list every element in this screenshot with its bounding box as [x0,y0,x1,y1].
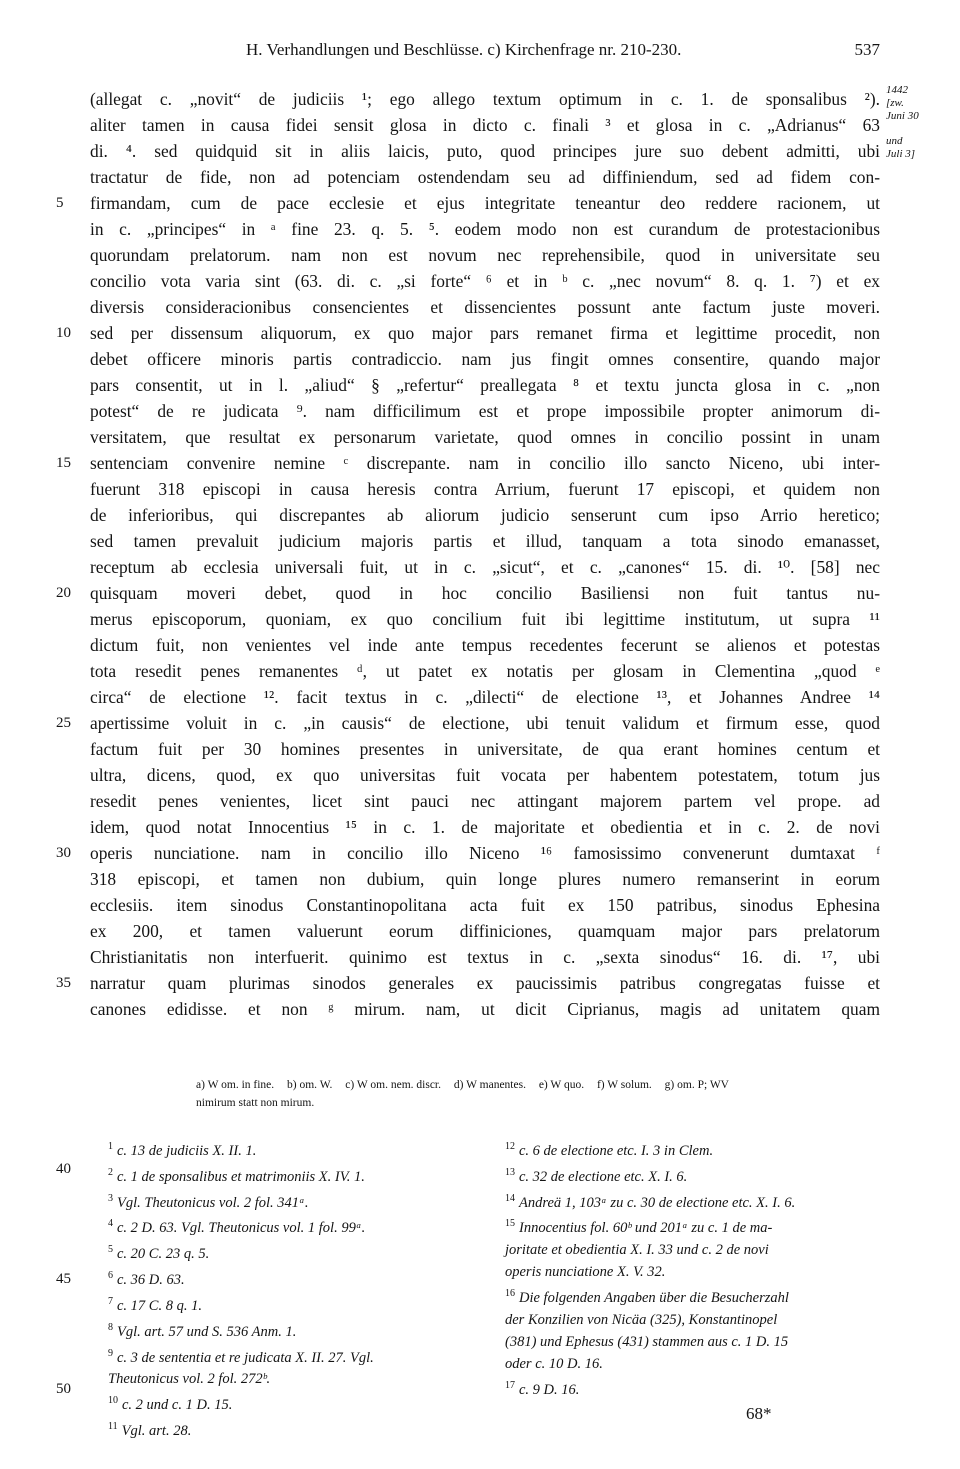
text-line: in c. „principes“ in ᵃ fine 23. q. 5. ⁵. eodem modo non est curandum de protestacionibus [90,219,880,239]
critical-apparatus [196,1076,906,1112]
text-line: firmandam, cum de pace ecclesie et ejus integritate teneantur deo reddere racionem, ut [90,193,880,213]
apparatus-row [196,1094,906,1112]
footnote-number: 4 [108,1218,113,1230]
footnote-text: Theutonicus vol. 2 fol. 272ᵇ. [108,1371,271,1388]
footnote [108,1390,498,1416]
footnote-text: Andreä 1, 103ᵃ zu c. 30 de electione etc. X. I. 6. [519,1194,796,1211]
footnote-number: 17 [505,1380,515,1392]
margin-note-line: Juni 30 [886,110,919,122]
footnote-continuation [505,1239,905,1261]
footnote-text: Innocentius fol. 60ᵇ und 201ᵃ zu c. 1 de ma- [519,1220,773,1237]
line-number: 40 [56,1161,71,1177]
footnote-text: Vgl. art. 28. [121,1423,192,1440]
text-line: de inferioribus, qui discrepantes ab aliorum judicio senserunt cum ipso Arrio heretico; [90,505,880,525]
apparatus-entry: e) W quo. [538,1079,585,1091]
text-line: apertissime voluit in c. „in causis“ de electione, ubi tenuit validum et firmum esse, quod [90,713,880,733]
footnote [108,1416,498,1442]
footnote-number: 16 [505,1288,515,1300]
line-number: 5 [56,195,64,211]
footnote-number: 11 [108,1421,118,1433]
footnote-text: c. 17 C. 8 q. 1. [117,1297,202,1314]
apparatus-entry: nimirum statt non mirum. [196,1097,315,1109]
footnote-number: 13 [505,1166,515,1178]
text-line: sed tamen prevaluit judicium majoris partis et illud, tanquam a tota sinodo emanasset, [90,531,880,551]
margin-note-line: [zw. [886,97,904,109]
footnote [108,1136,498,1162]
footnote-text: Die folgenden Angaben über die Besucherzahl [519,1290,789,1307]
footnote-number: 3 [108,1192,113,1204]
footnote-continuation [505,1309,905,1331]
text-line: ex 200, et tamen valuerunt eorum diffiniciones, quamquam major pars prelatorum [90,921,880,941]
text-line: debet officere minoris partis contradiccio. nam jus fingit omnes consentire, quando major [90,349,880,369]
footnote-text: c. 13 de judiciis X. II. 1. [117,1142,257,1159]
footnote-text: c. 3 de sententia et re judicata X. II. 27. Vgl. [117,1349,374,1366]
footnote [505,1213,905,1239]
footnote-continuation [505,1331,905,1353]
apparatus-entry: c) W om. nem. discr. [345,1079,441,1091]
footnote-number: 1 [108,1141,113,1152]
footnotes-left [108,1136,498,1442]
margin-note-line: und [886,135,903,147]
text-line: ecclesiis. item sinodus Constantinopolitana acta fuit ex 150 patribus, sinodus Ephesina [90,895,880,915]
footnote-number: 8 [108,1321,113,1333]
text-line: di. ⁴. sed quidquid sit in aliis laicis, puto, quod principes jure suo debent admitti, ubi [90,141,880,161]
text-line: Christianitatis non interfuerit. quinimo est textus in c. „sexta sinodus“ 16. di. ¹⁷, ubi [90,947,880,967]
text-line: quorundam prelatorum. nam non est novum nec reprehensibile, quod in universitate seu [90,245,880,265]
text-line: potest“ de re judicata ⁹. nam difficilimum est et prope impossibile propter animorum di- [90,401,880,421]
running-title: H. Verhandlungen und Beschlüsse. c) Kirchenfrage nr. 210-230. [246,40,682,59]
text-line: aliter tamen in causa fidei sensit glosa in dicto c. finali ³ et glosa in c. „Adrianus“ 63 [90,115,880,135]
text-line: merus episcoporum, quoniam, ex quo concilium fuit ibi legittime institutum, ut supra ¹¹ [90,609,880,629]
footnote [108,1317,498,1343]
line-number: 35 [56,975,71,991]
footnote-number: 9 [108,1347,113,1359]
footnote-number: 5 [108,1244,113,1256]
footnote [505,1283,905,1309]
text-line: receptum ab ecclesia universali fuit, ut in c. „sicut“, et c. „canones“ 15. di. ¹⁰. [58] nec [90,557,880,577]
line-number: 10 [56,325,71,341]
footnote-text: c. 20 C. 23 q. 5. [117,1246,210,1263]
text-line: canones edidisse. et non ᵍ mirum. nam, ut dicit Ciprianus, magis ad unitatem quam [90,999,880,1019]
text-line: resedit penes venientes, licet sint pauci nec attingant majorem partem vel prope. ad [90,791,880,811]
footnote [505,1136,905,1162]
footnote-text: oder c. 10 D. 16. [505,1356,603,1373]
footnote [108,1213,498,1239]
apparatus-entry: a) W om. in fine. [196,1079,275,1091]
footnote-text: c. 9 D. 16. [519,1381,580,1398]
apparatus-entry: d) W manentes. [453,1079,526,1091]
footnote [108,1291,498,1317]
margin-note-line: Juli 3] [886,148,916,160]
footnote-number: 6 [108,1270,113,1282]
margin-note [886,84,946,161]
line-number: 45 [56,1271,71,1287]
footnote [505,1188,905,1214]
footnote-text: c. 1 de sponsalibus et matrimoniis X. IV. 1. [117,1168,365,1185]
text-line: factum fuit per 30 homines presentes in universitate, de qua erant homines centum et [90,739,880,759]
footnote-text: der Konzilien von Nicäa (325), Konstantinopel [505,1312,778,1329]
footnote-number: 7 [108,1295,113,1307]
text-line: fuerunt 318 episcopi in causa heresis contra Arrium, fuerunt 17 episcopi, et quidem non [90,479,880,499]
footnote-text: c. 36 D. 63. [117,1271,185,1288]
footnote [505,1375,905,1401]
footnote-text: (381) und Ephesus (431) stammen aus c. 1 D. 15 [505,1334,789,1351]
apparatus-entry: b) om. W. [287,1079,333,1091]
line-number: 25 [56,715,71,731]
footnote-text: Vgl. art. 57 und S. 536 Anm. 1. [117,1323,297,1340]
apparatus-entry: f) W solum. [596,1079,652,1091]
text-line: diversis consideracionibus consencientes et dissencientes possunt ante factum juste moveri. [90,297,880,317]
text-line: versitatem, que resultat ex personarum varietate, quod omnes in concilio possint in unam [90,427,880,447]
text-line: (allegat c. „novit“ de judiciis ¹; ego allego textum optimum in c. 1. de sponsalibus ²). [90,89,880,109]
text-line: pars consentit, ut in l. „aliud“ § „refertur“ preallegata ⁸ et textu juncta glosa in c. „non [90,375,880,395]
text-line: circa“ de electione ¹². facit textus in c. „dilecti“ de electione ¹³, et Johannes Andree ¹⁴ [90,687,880,707]
footnote-number: 14 [505,1192,515,1204]
footnote-text: Vgl. Theutonicus vol. 2 fol. 341ᵃ. [117,1194,309,1211]
text-line: dictum fuit, non venientes vel inde ante tempus recedentes fecerunt se alienos et potestas [90,635,880,655]
footnote-text: joritate et obedientia X. I. 33 und c. 2 de novi [505,1242,769,1259]
line-number: 15 [56,455,71,471]
text-line: ultra, dicens, quod, ex quo universitas fuit vocata per habentem potestatem, totum jus [90,765,880,785]
text-line: tota resedit penes remanentes ᵈ, ut patet ex notatis per glosam in Clementina „quod ᵉ [90,661,880,681]
footnote-number: 2 [108,1166,113,1178]
footnote [108,1343,498,1369]
apparatus-row [196,1076,906,1094]
page-number: 537 [854,40,880,59]
footnote-number: 10 [108,1395,118,1407]
text-line: concilio vota varia sint (63. di. c. „si forte“ ⁶ et in ᵇ c. „nec novum“ 8. q. 1. ⁷) et ex [90,271,880,291]
footnote-text: c. 2 und c. 1 D. 15. [122,1397,233,1414]
margin-note-year: 1442 [886,84,908,96]
line-number: 50 [56,1381,71,1397]
text-line: 318 episcopi, et tamen non dubium, quin longe plures numero remanserint in eorum [90,869,880,889]
footnote-number: 12 [505,1141,515,1152]
footnote-text: c. 6 de electione etc. I. 3 in Clem. [519,1142,714,1159]
text-line: sed per dissensum aliquorum, ex quo major pars remanet firma et legittime procedit, non [90,323,880,343]
footnote-text: c. 2 D. 63. Vgl. Theutonicus vol. 1 fol. 99ᵃ. [117,1220,366,1237]
text-line: tractatur de fide, non ad potenciam ostendendam seu ad diffiniendum, sed ad fidem con- [90,167,880,187]
line-number: 30 [56,845,71,861]
line-number: 20 [56,585,71,601]
footnotes-right [505,1136,905,1401]
footnote [108,1239,498,1265]
apparatus-entry: g) om. P; WV [664,1079,729,1091]
text-line: narratur quam plurimas sinodos generales ex paucissimis patribus congregatas fuisse et [90,973,880,993]
footnote-continuation [505,1353,905,1375]
text-line: sentenciam convenire nemine ᶜ discrepante. nam in concilio illo sancto Niceno, ubi inter- [90,453,880,473]
signature-mark: 68* [746,1404,772,1423]
footnote-continuation [108,1368,498,1390]
footnote-continuation [505,1261,905,1283]
footnote [108,1188,498,1214]
footnote-text: operis nunciatione X. V. 32. [505,1264,666,1281]
footnote [108,1265,498,1291]
text-line: idem, quod notat Innocentius ¹⁵ in c. 1. de majoritate et obedientia et in c. 2. de novi [90,817,880,837]
page-header [90,40,880,70]
footnote [505,1162,905,1188]
footnote [108,1162,498,1188]
text-line: quisquam moveri debet, quod in hoc concilio Basiliensi non fuit tantus nu- [90,583,880,603]
footnote-text: c. 32 de electione etc. X. I. 6. [519,1168,688,1185]
footnote-number: 15 [505,1218,515,1230]
text-line: operis nunciatione. nam in concilio illo Niceno ¹⁶ famosissimo convenerunt dumtaxat ᶠ [90,843,880,863]
